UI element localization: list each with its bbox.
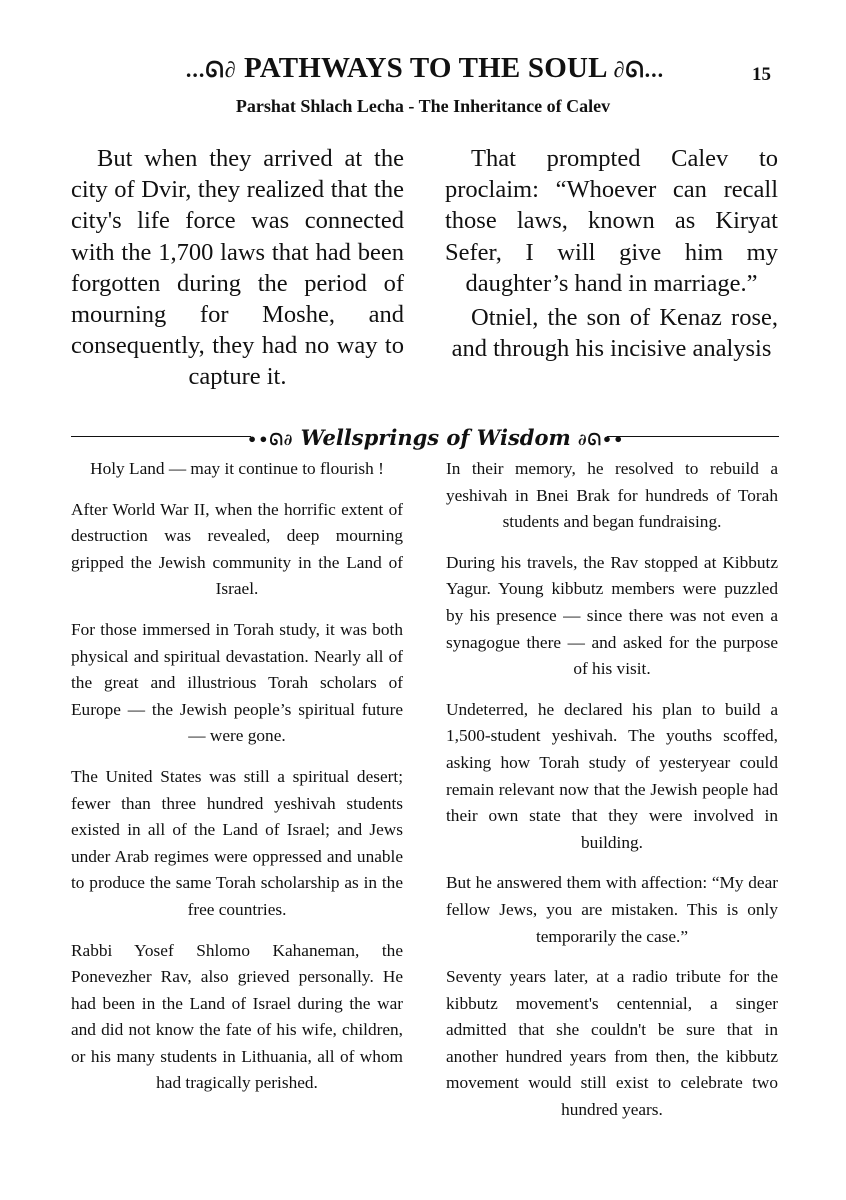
page-header <box>0 52 846 92</box>
bottom-left-paragraph: After World War II, when the horrific extent of destruction was revealed, deep mourning gripped the Jewish community in the Land of Israel. <box>71 499 403 599</box>
bottom-left-paragraph: Rabbi Yosef Shlomo Kahaneman, the Ponevezher Rav, also grieved personally. He had been in the Land of Israel during the war and did not know the fate of his wife, children, or his many students in Lithuania, all of whom had tragically perished. <box>71 940 403 1093</box>
divider-label-row <box>247 425 625 450</box>
bottom-right-paragraph: During his travels, the Rav stopped at Kibbutz Yagur. Young kibbutz members were puzzled by his presence — since there was not even a synagogue there — and asked for the purpose of his visit. <box>446 552 778 679</box>
bottom-right-paragraph: In their memory, he resolved to rebuild a yeshivah in Bnei Brak for hundreds of Torah students and began fundraising. <box>446 459 778 532</box>
bottom-left-column <box>71 456 403 1111</box>
bottom-right-paragraph: Undeterred, he declared his plan to build a 1,500-student yeshivah. The youths scoffed, asking how Torah study of yesteryear could remain relevant now that the Jewish people had their own state that they were involved in building. <box>446 699 778 852</box>
bottom-right-paragraph: Seventy years later, at a radio tribute for the kibbutz movement's centennial, a singer admitted that she couldn't be sure that in another hundred years from then, the kibbutz movement would still exist to celebrate two hundred years. <box>446 967 778 1120</box>
page-header-title: PATHWAYS TO THE SOUL <box>243 52 607 84</box>
top-right-paragraph: Otniel, the son of Kenaz rose, and through his incisive analysis <box>451 304 778 363</box>
divider-ornament-left-icon: ••ᘏ∂ <box>247 430 294 449</box>
section-divider <box>71 425 779 451</box>
divider-label: Wellsprings of Wisdom <box>300 425 571 450</box>
top-right-paragraph: That prompted Calev to proclaim: “Whoever can recall those laws, known as Kiryat Sefer, I will give him my daughter’s hand in marriage.” <box>445 145 778 297</box>
divider-ornament-right-icon: ∂ᘏ•• <box>578 430 625 449</box>
bottom-right-column <box>446 456 778 1138</box>
ornament-left-icon: ...ᘏ∂ <box>185 57 237 82</box>
top-left-paragraph: But when they arrived at the city of Dvir, they realized that the city's life force was connected with the 1,700 laws that had been forgotten during the period of mourning for Moshe, and consequently, they had no way to capture it. <box>71 145 404 391</box>
divider-line-right <box>607 436 779 437</box>
bottom-left-paragraph: For those immersed in Torah study, it was both physical and spiritual devastation. Nearly all of the great and illustrious Torah scholars of Europe — the Jewish people’s spiritual future — were gone. <box>71 619 403 746</box>
top-right-column <box>445 143 778 364</box>
divider-line-left <box>71 436 251 437</box>
page-number: 15 <box>752 64 771 85</box>
bottom-right-paragraph: But he answered them with affection: “My dear fellow Jews, you are mistaken. This is only temporarily the case.” <box>446 873 778 946</box>
page-subtitle: Parshat Shlach Lecha - The Inheritance of Calev <box>235 96 611 116</box>
bottom-left-paragraph: Holy Land — may it continue to flourish ! <box>90 459 384 478</box>
top-left-column <box>71 143 404 393</box>
header-title-row <box>140 52 710 85</box>
ornament-right-icon: ∂ᘏ... <box>613 57 665 82</box>
bottom-left-paragraph: The United States was still a spiritual desert; fewer than three hundred yeshivah students existed in all of the Land of Israel; and Jews under Arab regimes were oppressed and unable to produce the same Torah scholarship as in the free countries. <box>71 766 403 919</box>
